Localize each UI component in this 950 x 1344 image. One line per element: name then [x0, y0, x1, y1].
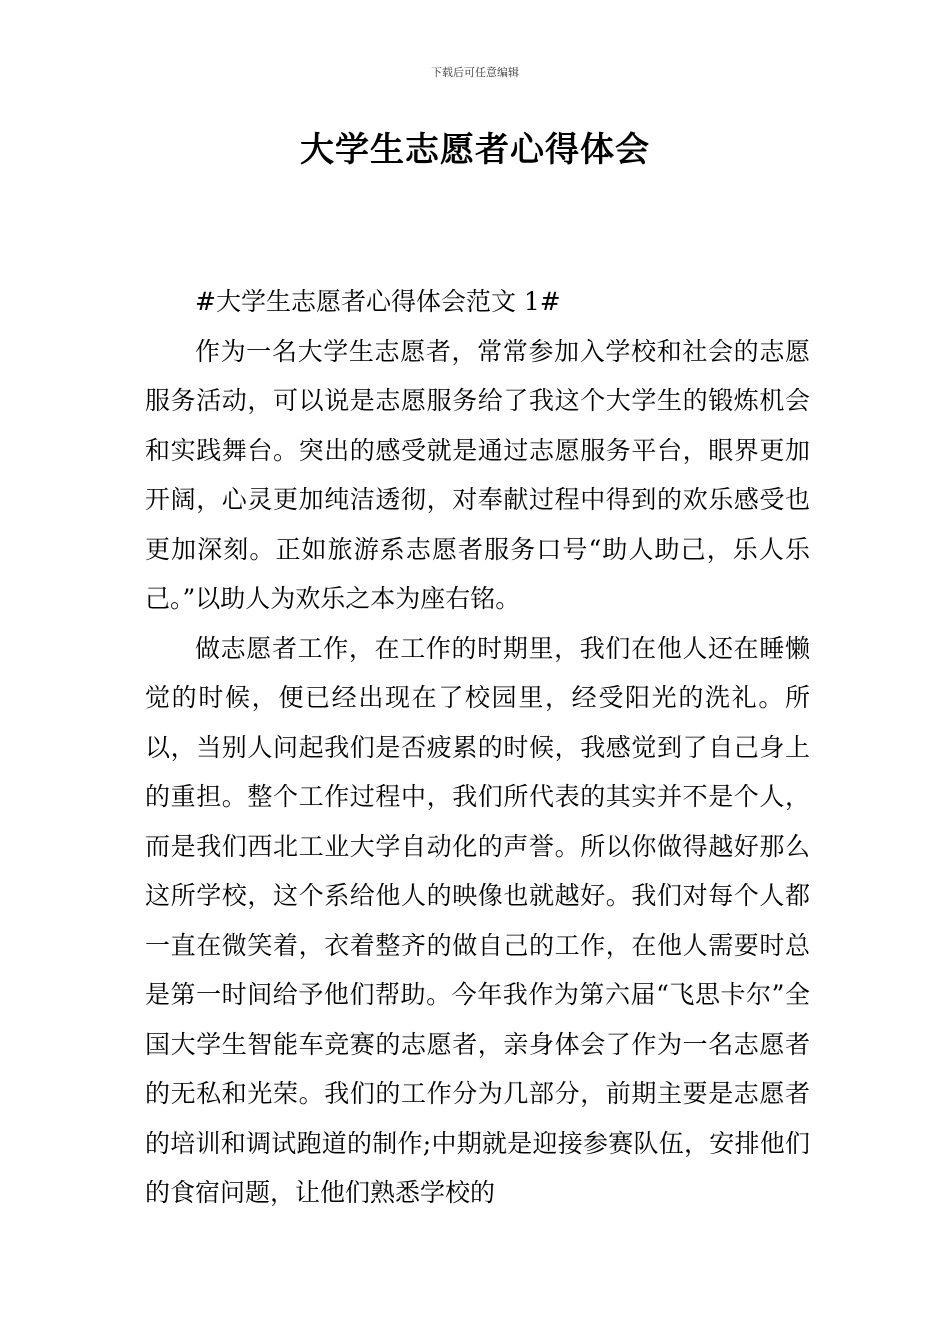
paragraph: 做志愿者工作，在工作的时期里，我们在他人还在睡懒觉的时候，便已经出现在了校园里，经受阳光的洗礼。所以，当别人问起我们是否疲累的时候，我感觉到了自己身上的重担。整个工作过程中，我们所代表的其实并不是个人，而是我们西北工业大学自动化的声誉。所以你做得越好那么这所学校，这个系给他人的映像也就越好。我们对每个人都一直在微笑着，衣着整齐的做自己的工作，在他人需要时总是第一时间给予他们帮助。今年我作为第六届“飞思卡尔”全国大学生智能车竞赛的志愿者，亲身体会了作为一名志愿者的无私和光荣。我们的工作分为几部分，前期主要是志愿者的培训和调试跑道的制作;中期就是迎接参赛队伍，安排他们的食宿问题，让他们熟悉学校的	[145, 633, 810, 1207]
document-title: 大学生志愿者心得体会	[300, 130, 650, 170]
document-body	[145, 277, 810, 1218]
section-heading: #大学生志愿者心得体会范文 1#	[195, 287, 561, 316]
header-note: 下载后可任意编辑	[431, 66, 519, 79]
paragraph: 作为一名大学生志愿者，常常参加入学校和社会的志愿服务活动，可以说是志愿服务给了我这个大学生的锻炼机会和实践舞台。突出的感受就是通过志愿服务平台，眼界更加开阔，心灵更加纯洁透彻，对奉献过程中得到的欢乐感受也更加深刻。正如旅游系志愿者服务口号“助人助己，乐人乐己。”以助人为欢乐之本为座右铭。	[145, 336, 810, 613]
